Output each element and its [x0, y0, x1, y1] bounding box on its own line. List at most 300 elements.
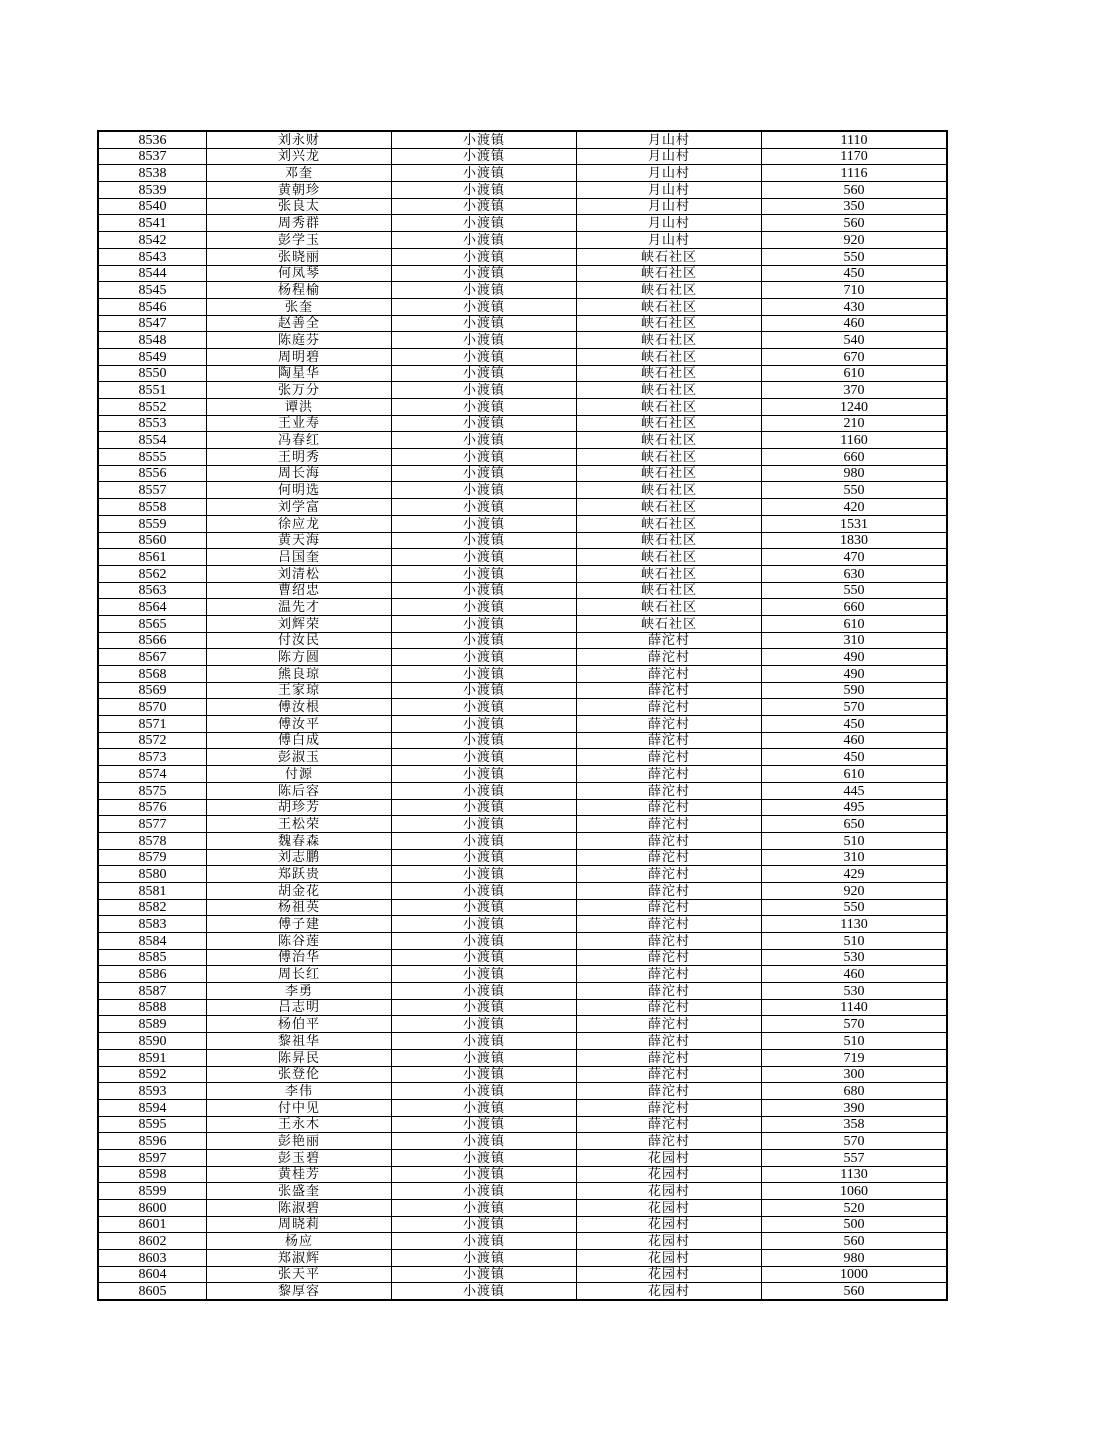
table-row	[98, 482, 947, 499]
person-name-cell: 陶星华	[207, 365, 392, 382]
person-name-cell: 黎厚容	[207, 1283, 392, 1300]
row-number-cell: 8594	[98, 1099, 207, 1116]
person-name-cell: 王家琼	[207, 682, 392, 699]
data-table	[97, 130, 948, 1301]
amount-value-cell: 560	[762, 215, 948, 232]
table-row	[98, 1216, 947, 1233]
village-name-cell: 月山村	[577, 131, 762, 148]
row-number-cell: 8598	[98, 1166, 207, 1183]
person-name-cell: 温先才	[207, 599, 392, 616]
person-name-cell: 冯春红	[207, 432, 392, 449]
village-name-cell: 峡石社区	[577, 549, 762, 566]
village-name-cell: 薛沱村	[577, 999, 762, 1016]
person-name-cell: 周晓莉	[207, 1216, 392, 1233]
amount-value-cell: 530	[762, 983, 948, 1000]
amount-value-cell: 570	[762, 1016, 948, 1033]
person-name-cell: 徐应龙	[207, 515, 392, 532]
town-name-cell: 小渡镇	[392, 732, 577, 749]
town-name-cell: 小渡镇	[392, 916, 577, 933]
village-name-cell: 峡石社区	[577, 482, 762, 499]
row-number-cell: 8539	[98, 182, 207, 199]
row-number-cell: 8581	[98, 882, 207, 899]
table-row	[98, 1233, 947, 1250]
town-name-cell: 小渡镇	[392, 1016, 577, 1033]
person-name-cell: 张晓丽	[207, 248, 392, 265]
amount-value-cell: 310	[762, 849, 948, 866]
town-name-cell: 小渡镇	[392, 582, 577, 599]
amount-value-cell: 300	[762, 1066, 948, 1083]
row-number-cell: 8595	[98, 1116, 207, 1133]
table-row	[98, 832, 947, 849]
village-name-cell: 花园村	[577, 1149, 762, 1166]
table-row	[98, 716, 947, 733]
row-number-cell: 8585	[98, 949, 207, 966]
row-number-cell: 8536	[98, 131, 207, 148]
person-name-cell: 郑跃贵	[207, 866, 392, 883]
row-number-cell: 8575	[98, 782, 207, 799]
table-row	[98, 165, 947, 182]
town-name-cell: 小渡镇	[392, 699, 577, 716]
town-name-cell: 小渡镇	[392, 1250, 577, 1267]
village-name-cell: 月山村	[577, 215, 762, 232]
row-number-cell: 8603	[98, 1250, 207, 1267]
person-name-cell: 周明碧	[207, 348, 392, 365]
row-number-cell: 8569	[98, 682, 207, 699]
amount-value-cell: 1116	[762, 165, 948, 182]
village-name-cell: 薛沱村	[577, 933, 762, 950]
amount-value-cell: 450	[762, 265, 948, 282]
town-name-cell: 小渡镇	[392, 766, 577, 783]
village-name-cell: 花园村	[577, 1266, 762, 1283]
village-name-cell: 薛沱村	[577, 966, 762, 983]
row-number-cell: 8587	[98, 983, 207, 1000]
town-name-cell: 小渡镇	[392, 465, 577, 482]
row-number-cell: 8605	[98, 1283, 207, 1300]
table-row	[98, 999, 947, 1016]
row-number-cell: 8589	[98, 1016, 207, 1033]
town-name-cell: 小渡镇	[392, 716, 577, 733]
person-name-cell: 周长红	[207, 966, 392, 983]
table-row	[98, 949, 947, 966]
table-row	[98, 1049, 947, 1066]
person-name-cell: 彭学玉	[207, 232, 392, 249]
town-name-cell: 小渡镇	[392, 1233, 577, 1250]
table-row	[98, 933, 947, 950]
town-name-cell: 小渡镇	[392, 799, 577, 816]
amount-value-cell: 358	[762, 1116, 948, 1133]
village-name-cell: 峡石社区	[577, 615, 762, 632]
town-name-cell: 小渡镇	[392, 449, 577, 466]
table-row	[98, 582, 947, 599]
village-name-cell: 花园村	[577, 1233, 762, 1250]
person-name-cell: 曹绍忠	[207, 582, 392, 599]
table-row	[98, 666, 947, 683]
person-name-cell: 张登伦	[207, 1066, 392, 1083]
row-number-cell: 8540	[98, 198, 207, 215]
amount-value-cell: 490	[762, 666, 948, 683]
town-name-cell: 小渡镇	[392, 1283, 577, 1300]
row-number-cell: 8561	[98, 549, 207, 566]
person-name-cell: 彭艳丽	[207, 1133, 392, 1150]
person-name-cell: 邓奎	[207, 165, 392, 182]
village-name-cell: 薛沱村	[577, 632, 762, 649]
village-name-cell: 花园村	[577, 1283, 762, 1300]
town-name-cell: 小渡镇	[392, 1216, 577, 1233]
amount-value-cell: 420	[762, 499, 948, 516]
town-name-cell: 小渡镇	[392, 248, 577, 265]
amount-value-cell: 1000	[762, 1266, 948, 1283]
row-number-cell: 8547	[98, 315, 207, 332]
amount-value-cell: 460	[762, 966, 948, 983]
person-name-cell: 周长海	[207, 465, 392, 482]
table-row	[98, 215, 947, 232]
table-row	[98, 449, 947, 466]
amount-value-cell: 560	[762, 1233, 948, 1250]
person-name-cell: 黄天海	[207, 532, 392, 549]
amount-value-cell: 570	[762, 699, 948, 716]
village-name-cell: 薛沱村	[577, 866, 762, 883]
amount-value-cell: 460	[762, 732, 948, 749]
village-name-cell: 峡石社区	[577, 499, 762, 516]
table-row	[98, 298, 947, 315]
row-number-cell: 8537	[98, 148, 207, 165]
town-name-cell: 小渡镇	[392, 1083, 577, 1100]
town-name-cell: 小渡镇	[392, 682, 577, 699]
village-name-cell: 薛沱村	[577, 832, 762, 849]
town-name-cell: 小渡镇	[392, 265, 577, 282]
person-name-cell: 李勇	[207, 983, 392, 1000]
person-name-cell: 刘清松	[207, 565, 392, 582]
person-name-cell: 熊良琼	[207, 666, 392, 683]
amount-value-cell: 1830	[762, 532, 948, 549]
village-name-cell: 峡石社区	[577, 282, 762, 299]
row-number-cell: 8566	[98, 632, 207, 649]
town-name-cell: 小渡镇	[392, 332, 577, 349]
row-number-cell: 8546	[98, 298, 207, 315]
town-name-cell: 小渡镇	[392, 298, 577, 315]
amount-value-cell: 560	[762, 1283, 948, 1300]
person-name-cell: 何明选	[207, 482, 392, 499]
amount-value-cell: 670	[762, 348, 948, 365]
town-name-cell: 小渡镇	[392, 632, 577, 649]
amount-value-cell: 1240	[762, 399, 948, 416]
table-row	[98, 866, 947, 883]
row-number-cell: 8568	[98, 666, 207, 683]
table-row	[98, 899, 947, 916]
village-name-cell: 峡石社区	[577, 532, 762, 549]
amount-value-cell: 520	[762, 1200, 948, 1217]
person-name-cell: 胡珍芳	[207, 799, 392, 816]
row-number-cell: 8579	[98, 849, 207, 866]
amount-value-cell: 660	[762, 599, 948, 616]
row-number-cell: 8570	[98, 699, 207, 716]
person-name-cell: 陈庭芬	[207, 332, 392, 349]
row-number-cell: 8600	[98, 1200, 207, 1217]
village-name-cell: 薛沱村	[577, 882, 762, 899]
row-number-cell: 8577	[98, 816, 207, 833]
village-name-cell: 月山村	[577, 182, 762, 199]
table-row	[98, 1066, 947, 1083]
village-name-cell: 薛沱村	[577, 732, 762, 749]
amount-value-cell: 550	[762, 582, 948, 599]
table-row	[98, 182, 947, 199]
village-name-cell: 月山村	[577, 198, 762, 215]
village-name-cell: 峡石社区	[577, 365, 762, 382]
row-number-cell: 8601	[98, 1216, 207, 1233]
amount-value-cell: 560	[762, 182, 948, 199]
person-name-cell: 傅子建	[207, 916, 392, 933]
amount-value-cell: 460	[762, 315, 948, 332]
amount-value-cell: 390	[762, 1099, 948, 1116]
village-name-cell: 月山村	[577, 148, 762, 165]
person-name-cell: 王明秀	[207, 449, 392, 466]
table-row	[98, 766, 947, 783]
person-name-cell: 刘兴龙	[207, 148, 392, 165]
person-name-cell: 王松荣	[207, 816, 392, 833]
village-name-cell: 月山村	[577, 165, 762, 182]
table-row	[98, 1149, 947, 1166]
village-name-cell: 薛沱村	[577, 816, 762, 833]
village-name-cell: 花园村	[577, 1166, 762, 1183]
village-name-cell: 月山村	[577, 232, 762, 249]
amount-value-cell: 550	[762, 899, 948, 916]
table-row	[98, 365, 947, 382]
row-number-cell: 8597	[98, 1149, 207, 1166]
amount-value-cell: 570	[762, 1133, 948, 1150]
row-number-cell: 8543	[98, 248, 207, 265]
row-number-cell: 8550	[98, 365, 207, 382]
row-number-cell: 8548	[98, 332, 207, 349]
table-row	[98, 816, 947, 833]
amount-value-cell: 550	[762, 248, 948, 265]
town-name-cell: 小渡镇	[392, 983, 577, 1000]
town-name-cell: 小渡镇	[392, 549, 577, 566]
village-name-cell: 薛沱村	[577, 983, 762, 1000]
amount-value-cell: 1531	[762, 515, 948, 532]
table-row	[98, 1250, 947, 1267]
amount-value-cell: 557	[762, 1149, 948, 1166]
town-name-cell: 小渡镇	[392, 832, 577, 849]
town-name-cell: 小渡镇	[392, 282, 577, 299]
town-name-cell: 小渡镇	[392, 382, 577, 399]
amount-value-cell: 610	[762, 766, 948, 783]
amount-value-cell: 710	[762, 282, 948, 299]
village-name-cell: 薛沱村	[577, 649, 762, 666]
row-number-cell: 8583	[98, 916, 207, 933]
row-number-cell: 8544	[98, 265, 207, 282]
village-name-cell: 峡石社区	[577, 432, 762, 449]
town-name-cell: 小渡镇	[392, 565, 577, 582]
table-row	[98, 799, 947, 816]
table-body	[98, 131, 947, 1300]
amount-value-cell: 450	[762, 749, 948, 766]
row-number-cell: 8582	[98, 899, 207, 916]
table-row	[98, 315, 947, 332]
village-name-cell: 薛沱村	[577, 699, 762, 716]
table-row	[98, 849, 947, 866]
person-name-cell: 彭玉碧	[207, 1149, 392, 1166]
town-name-cell: 小渡镇	[392, 615, 577, 632]
amount-value-cell: 719	[762, 1049, 948, 1066]
village-name-cell: 薛沱村	[577, 899, 762, 916]
amount-value-cell: 429	[762, 866, 948, 883]
amount-value-cell: 550	[762, 482, 948, 499]
person-name-cell: 周秀群	[207, 215, 392, 232]
table-row	[98, 615, 947, 632]
person-name-cell: 黄桂芳	[207, 1166, 392, 1183]
amount-value-cell: 350	[762, 198, 948, 215]
row-number-cell: 8565	[98, 615, 207, 632]
town-name-cell: 小渡镇	[392, 348, 577, 365]
village-name-cell: 薛沱村	[577, 1066, 762, 1083]
village-name-cell: 薛沱村	[577, 782, 762, 799]
table-row	[98, 348, 947, 365]
row-number-cell: 8599	[98, 1183, 207, 1200]
row-number-cell: 8554	[98, 432, 207, 449]
amount-value-cell: 510	[762, 832, 948, 849]
row-number-cell: 8553	[98, 415, 207, 432]
town-name-cell: 小渡镇	[392, 182, 577, 199]
town-name-cell: 小渡镇	[392, 749, 577, 766]
row-number-cell: 8576	[98, 799, 207, 816]
row-number-cell: 8584	[98, 933, 207, 950]
table-row	[98, 983, 947, 1000]
table-row	[98, 649, 947, 666]
table-row	[98, 1016, 947, 1033]
row-number-cell: 8560	[98, 532, 207, 549]
town-name-cell: 小渡镇	[392, 432, 577, 449]
row-number-cell: 8578	[98, 832, 207, 849]
town-name-cell: 小渡镇	[392, 666, 577, 683]
amount-value-cell: 920	[762, 232, 948, 249]
row-number-cell: 8564	[98, 599, 207, 616]
row-number-cell: 8602	[98, 1233, 207, 1250]
person-name-cell: 付中见	[207, 1099, 392, 1116]
village-name-cell: 薛沱村	[577, 916, 762, 933]
person-name-cell: 傅汝平	[207, 716, 392, 733]
village-name-cell: 花园村	[577, 1216, 762, 1233]
person-name-cell: 胡金花	[207, 882, 392, 899]
amount-value-cell: 490	[762, 649, 948, 666]
village-name-cell: 薛沱村	[577, 799, 762, 816]
town-name-cell: 小渡镇	[392, 198, 577, 215]
amount-value-cell: 470	[762, 549, 948, 566]
row-number-cell: 8586	[98, 966, 207, 983]
table-row	[98, 782, 947, 799]
village-name-cell: 花园村	[577, 1200, 762, 1217]
table-row	[98, 1083, 947, 1100]
village-name-cell: 薛沱村	[577, 1016, 762, 1033]
town-name-cell: 小渡镇	[392, 1266, 577, 1283]
row-number-cell: 8567	[98, 649, 207, 666]
row-number-cell: 8542	[98, 232, 207, 249]
village-name-cell: 花园村	[577, 1250, 762, 1267]
table-row	[98, 332, 947, 349]
row-number-cell: 8574	[98, 766, 207, 783]
row-number-cell: 8580	[98, 866, 207, 883]
amount-value-cell: 650	[762, 816, 948, 833]
person-name-cell: 付汝民	[207, 632, 392, 649]
amount-value-cell: 510	[762, 1033, 948, 1050]
town-name-cell: 小渡镇	[392, 849, 577, 866]
village-name-cell: 薛沱村	[577, 766, 762, 783]
town-name-cell: 小渡镇	[392, 1066, 577, 1083]
village-name-cell: 薛沱村	[577, 716, 762, 733]
row-number-cell: 8592	[98, 1066, 207, 1083]
table-row	[98, 232, 947, 249]
person-name-cell: 谭洪	[207, 399, 392, 416]
village-name-cell: 峡石社区	[577, 332, 762, 349]
person-name-cell: 彭淑玉	[207, 749, 392, 766]
village-name-cell: 薛沱村	[577, 949, 762, 966]
amount-value-cell: 590	[762, 682, 948, 699]
village-name-cell: 薛沱村	[577, 1116, 762, 1133]
village-name-cell: 薛沱村	[577, 666, 762, 683]
table-row	[98, 282, 947, 299]
table-row	[98, 1166, 947, 1183]
amount-value-cell: 1140	[762, 999, 948, 1016]
table-row	[98, 966, 947, 983]
person-name-cell: 李伟	[207, 1083, 392, 1100]
table-row	[98, 465, 947, 482]
person-name-cell: 陈昇民	[207, 1049, 392, 1066]
village-name-cell: 峡石社区	[577, 315, 762, 332]
town-name-cell: 小渡镇	[392, 515, 577, 532]
person-name-cell: 张良太	[207, 198, 392, 215]
row-number-cell: 8557	[98, 482, 207, 499]
town-name-cell: 小渡镇	[392, 1183, 577, 1200]
row-number-cell: 8604	[98, 1266, 207, 1283]
town-name-cell: 小渡镇	[392, 933, 577, 950]
village-name-cell: 薛沱村	[577, 1033, 762, 1050]
person-name-cell: 张奎	[207, 298, 392, 315]
town-name-cell: 小渡镇	[392, 1033, 577, 1050]
amount-value-cell: 610	[762, 365, 948, 382]
amount-value-cell: 495	[762, 799, 948, 816]
person-name-cell: 刘学富	[207, 499, 392, 516]
row-number-cell: 8593	[98, 1083, 207, 1100]
row-number-cell: 8588	[98, 999, 207, 1016]
person-name-cell: 付源	[207, 766, 392, 783]
row-number-cell: 8562	[98, 565, 207, 582]
town-name-cell: 小渡镇	[392, 1116, 577, 1133]
village-name-cell: 峡石社区	[577, 265, 762, 282]
town-name-cell: 小渡镇	[392, 131, 577, 148]
person-name-cell: 王业寿	[207, 415, 392, 432]
town-name-cell: 小渡镇	[392, 232, 577, 249]
town-name-cell: 小渡镇	[392, 966, 577, 983]
person-name-cell: 刘志鹏	[207, 849, 392, 866]
village-name-cell: 峡石社区	[577, 465, 762, 482]
town-name-cell: 小渡镇	[392, 148, 577, 165]
table-row	[98, 248, 947, 265]
town-name-cell: 小渡镇	[392, 882, 577, 899]
person-name-cell: 魏春森	[207, 832, 392, 849]
person-name-cell: 刘永财	[207, 131, 392, 148]
village-name-cell: 薛沱村	[577, 1083, 762, 1100]
row-number-cell: 8563	[98, 582, 207, 599]
table-row	[98, 432, 947, 449]
town-name-cell: 小渡镇	[392, 1099, 577, 1116]
table-row	[98, 732, 947, 749]
village-name-cell: 薛沱村	[577, 1049, 762, 1066]
table-row	[98, 198, 947, 215]
amount-value-cell: 510	[762, 933, 948, 950]
person-name-cell: 刘辉荣	[207, 615, 392, 632]
town-name-cell: 小渡镇	[392, 499, 577, 516]
town-name-cell: 小渡镇	[392, 866, 577, 883]
amount-value-cell: 980	[762, 465, 948, 482]
